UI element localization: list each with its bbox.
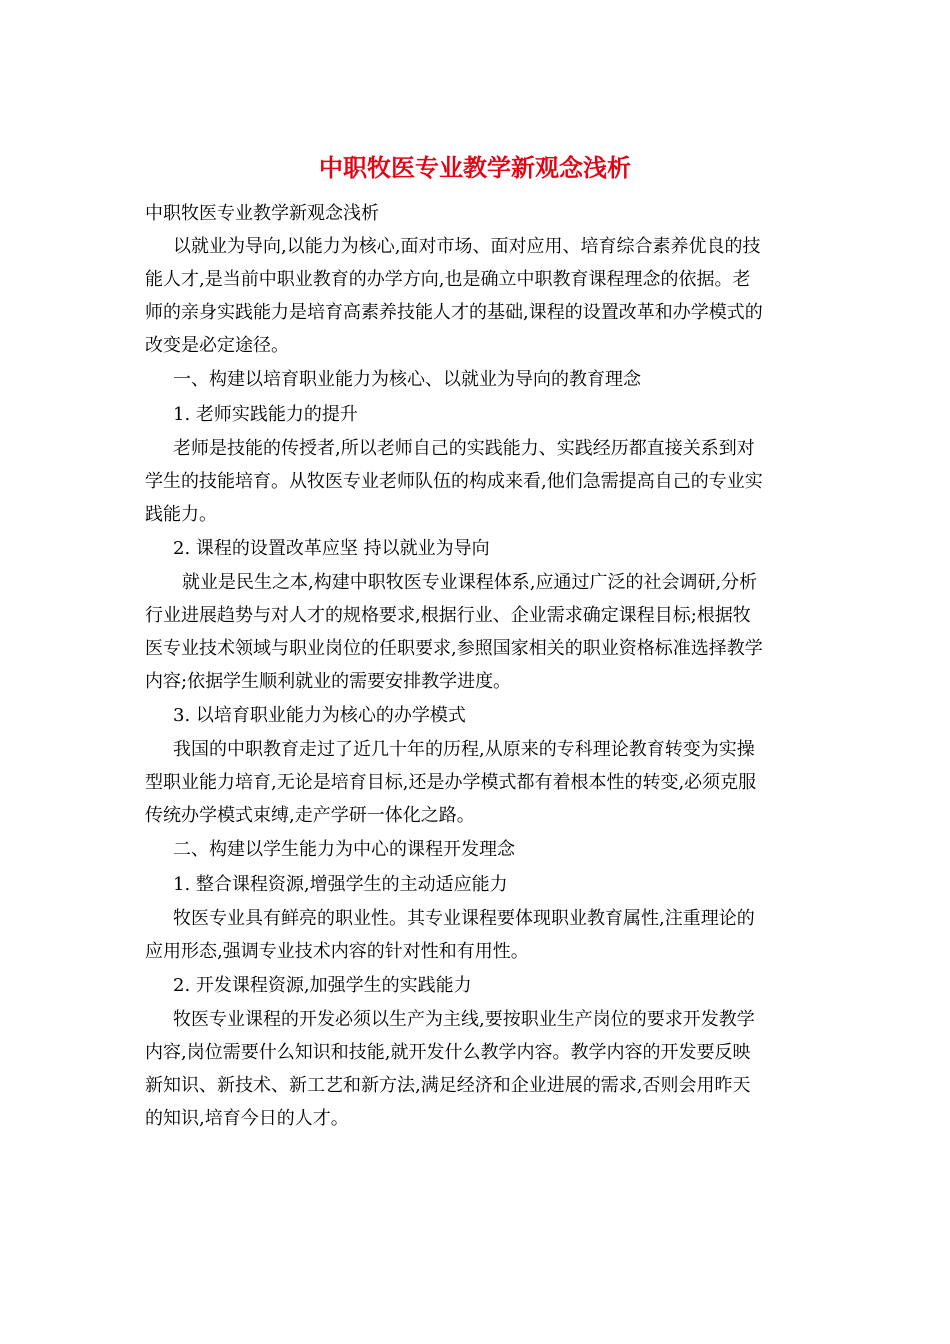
- paragraph-line: 改变是必定途径。: [145, 335, 289, 356]
- paragraph-line: 医专业技术领域与职业岗位的任职要求,参照国家相关的职业资格标准选择教学: [145, 638, 763, 659]
- paragraph-line: 牧医专业课程的开发必须以生产为主线,要按职业生产岗位的要求开发教学: [173, 1009, 755, 1030]
- paragraph-line: 学生的技能培育。从牧医专业老师队伍的构成来看,他们急需提高自己的专业实: [145, 471, 763, 492]
- document-title: 中职牧医专业教学新观念浅析: [319, 153, 631, 182]
- paragraph-line: 践能力。: [145, 504, 217, 525]
- subsection-heading: 2. 课程的设置改革应坚 持以就业为导向: [173, 538, 490, 559]
- subsection-heading: 3. 以培育职业能力为核心的办学模式: [173, 705, 466, 726]
- paragraph-line: 型职业能力培育,无论是培育目标,还是办学模式都有着根本性的转变,必须克服: [145, 772, 757, 793]
- paragraph-line: 我国的中职教育走过了近几十年的历程,从原来的专科理论教育转变为实操: [173, 739, 755, 760]
- paragraph-line: 内容,岗位需要什么知识和技能,就开发什么教学内容。教学内容的开发要反映: [145, 1042, 751, 1063]
- paragraph-line: 的知识,培育今日的人才。: [145, 1108, 349, 1129]
- paragraph-line: 师的亲身实践能力是培育高素养技能人才的基础,课程的设置改革和办学模式的: [145, 302, 763, 323]
- subtitle-line: 中职牧医专业教学新观念浅析: [145, 203, 379, 224]
- paragraph-line: 内容;依据学生顺利就业的需要安排教学进度。: [145, 671, 512, 692]
- paragraph-line: 以就业为导向,以能力为核心,面对市场、面对应用、培育综合素养优良的技: [173, 236, 761, 257]
- paragraph-line: 新知识、新技术、新工艺和新方法,满足经济和企业进展的需求,否则会用昨天: [145, 1075, 751, 1096]
- paragraph-line: 能人才,是当前中职业教育的办学方向,也是确立中职教育课程理念的依据。老: [145, 269, 751, 290]
- paragraph-line: 传统办学模式束缚,走产学研一体化之路。: [145, 805, 475, 826]
- paragraph-line: 行业进展趋势与对人才的规格要求,根据行业、企业需求确定课程目标;根据牧: [145, 605, 751, 626]
- paragraph-line: 应用形态,强调专业技术内容的针对性和有用性。: [145, 941, 529, 962]
- document-body: [145, 197, 807, 1135]
- paragraph-line: 老师是技能的传授者,所以老师自己的实践能力、实践经历都直接关系到对: [173, 438, 755, 459]
- paragraph-line: 就业是民生之本,构建中职牧医专业课程体系,应通过广泛的社会调研,分析: [182, 572, 758, 593]
- section-heading: 一、构建以培育职业能力为核心、以就业为导向的教育理念: [173, 369, 641, 390]
- paragraph-line: 牧医专业具有鲜亮的职业性。其专业课程要体现职业教育属性,注重理论的: [173, 908, 755, 929]
- subsection-heading: 1. 整合课程资源,增强学生的主动适应能力: [173, 874, 508, 895]
- section-heading: 二、构建以学生能力为中心的课程开发理念: [173, 839, 515, 860]
- subsection-heading: 1. 老师实践能力的提升: [173, 404, 358, 425]
- subsection-heading: 2. 开发课程资源,加强学生的实践能力: [173, 975, 472, 996]
